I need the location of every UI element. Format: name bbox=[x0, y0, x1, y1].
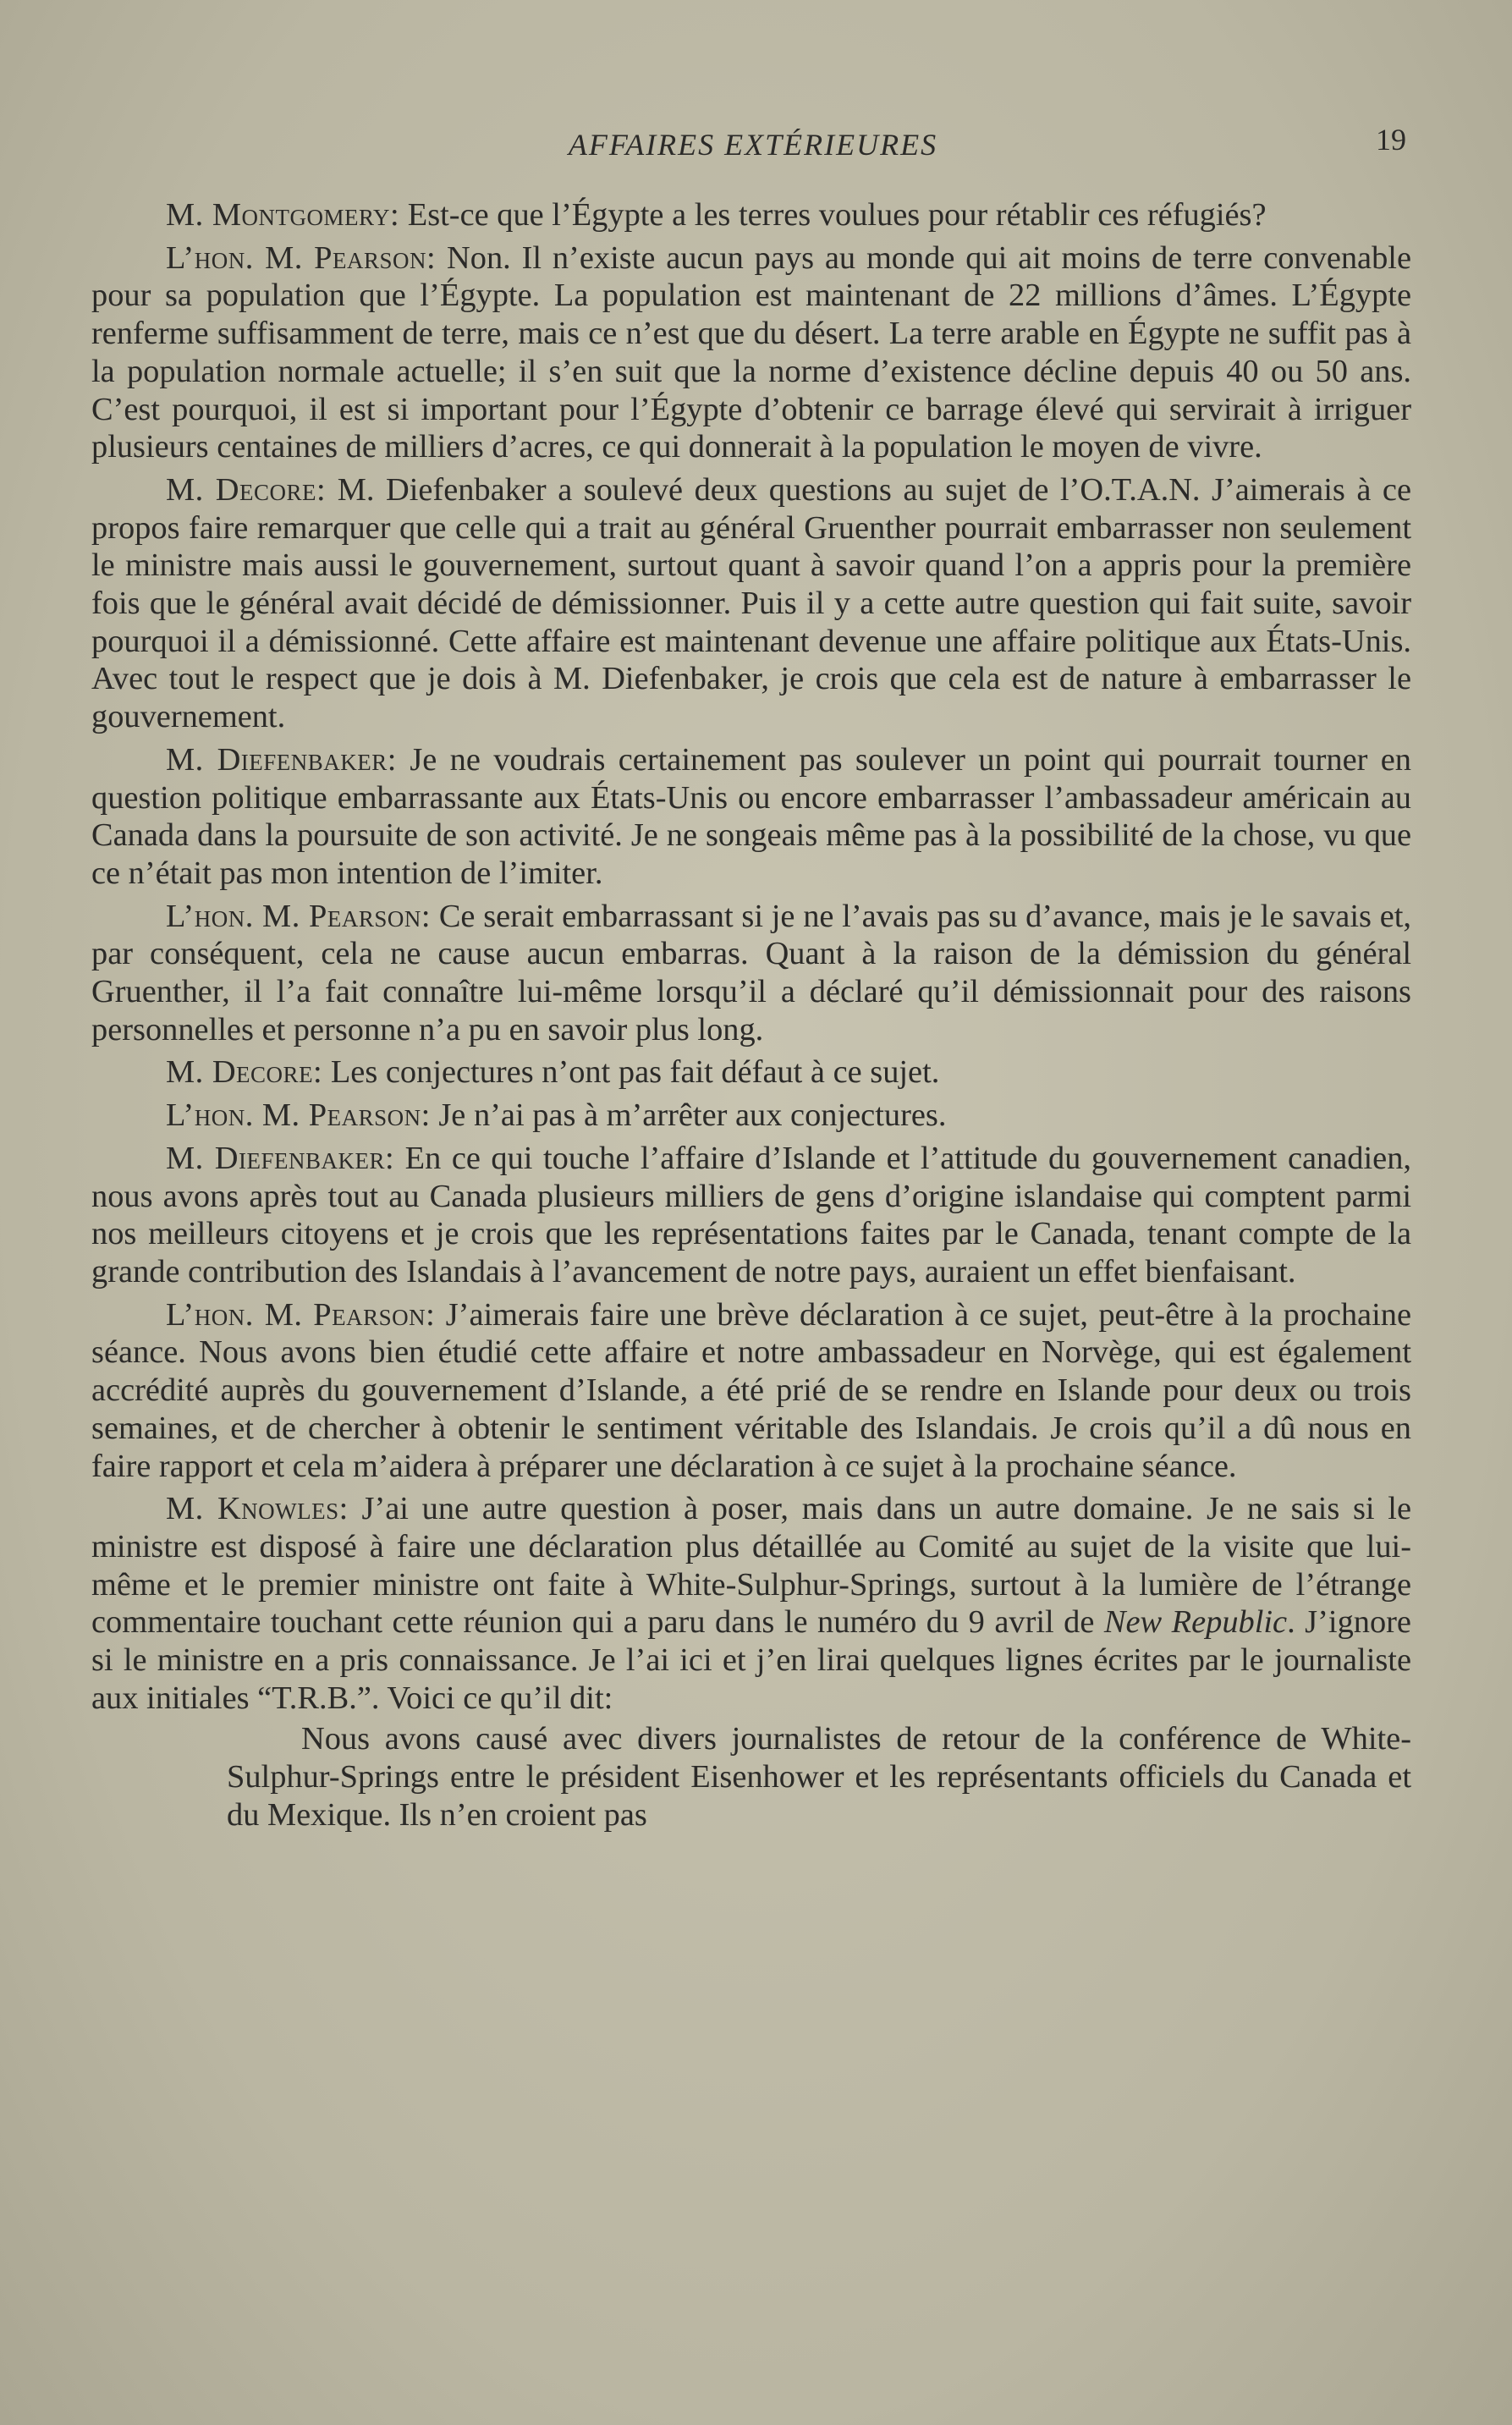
paragraph-pearson bbox=[91, 1296, 1411, 1486]
speaker-name: L’hon. M. Pearson: bbox=[166, 898, 432, 934]
speaker-name: L’hon. M. Pearson: bbox=[166, 1296, 436, 1333]
paragraph-text: J’aimerais faire une brève déclaration à ce sujet, peut-être à la prochaine séance. Nous avons bien étudié cette affaire et notre ambassadeur en Norvège, qui est également accrédité auprès du gouvernement d’Islande, a été prié de se rendre en Islande pour deux ou trois semaines, et de chercher à obtenir le sentiment véritable des Islandais. Je crois qu’il a dû nous en faire rapport et cela m’aidera à préparer une déclaration à ce sujet à la prochaine séance. bbox=[91, 1296, 1411, 1484]
running-title: AFFAIRES EXTÉRIEURES bbox=[568, 128, 938, 162]
body-text bbox=[91, 196, 1411, 1834]
paragraph-text: Ce serait embarrassant si je ne l’avais pas su d’avance, mais je le savais et, par conséquent, cela ne cause aucun embarras. Quant à la raison de la démission du général Gruenther, il l’a fait connaître lui-même lorsqu’il a déclaré qu’il démissionnait pour des raisons personnelles et personne n’a pu en savoir plus long. bbox=[91, 898, 1411, 1048]
paragraph-text: En ce qui touche l’affaire d’Islande et l’attitude du gouvernement canadien, nous avons après tout au Canada plusieurs milliers de gens d’origine islandaise qui comptent parmi nos meilleurs citoyens et je crois que les représentations faites par le Canada, tenant compte de la grande contribution des Islandais à l’avancement de notre pays, auraient un effet bienfaisant. bbox=[91, 1140, 1411, 1289]
paragraph-pearson bbox=[91, 898, 1411, 1049]
speaker-name: M. Montgomery: bbox=[166, 197, 400, 233]
paragraph-decore bbox=[91, 1053, 1411, 1092]
paragraph-diefenbaker bbox=[91, 1140, 1411, 1291]
speaker-name: L’hon. M. Pearson: bbox=[166, 239, 437, 276]
speaker-name: L’hon. M. Pearson: bbox=[166, 1097, 431, 1134]
paragraph-text: Est-ce que l’Égypte a les terres voulues pour rétablir ces réfugiés? bbox=[399, 197, 1267, 233]
paragraph-text: Je ne voudrais certainement pas soulever un point qui pourrait tourner en question politique embarrassante aux États-Unis ou encore embarrasser l’ambassadeur américain au Canada dans la poursuite de son activité. Je ne songeais même pas à la possibilité de la chose, vu que ce n’était pas mon intention de l’imiter. bbox=[91, 741, 1411, 891]
paragraph-decore bbox=[91, 471, 1411, 736]
paragraph-text: M. Diefenbaker a soulevé deux questions au sujet de l’O.T.A.N. J’aimerais à ce propos faire remarquer que celle qui a trait au général Gruenther pourrait embarrasser non seulement le ministre mais aussi le gouvernement, surtout quant à savoir quand l’on a appris pour la première fois que le général avait décidé de démissionner. Puis il y a cette autre question qui fait suite, savoir pourquoi il a démissionné. Cette affaire est maintenant devenue une affaire politique aux États-Unis. Avec tout le respect que je dois à M. Diefenbaker, je crois que cela est de nature à embarrasser le gouvernement. bbox=[91, 471, 1411, 735]
paragraph-text: Je n’ai pas à m’arrêter aux conjectures. bbox=[430, 1097, 947, 1134]
speaker-name: M. Diefenbaker: bbox=[166, 741, 397, 778]
speaker-name: M. Knowles: bbox=[166, 1491, 349, 1527]
speaker-name: M. Decore: bbox=[166, 471, 327, 508]
page-header bbox=[85, 120, 1421, 171]
block-quotation: Nous avons causé avec divers journalistes de retour de la conférence de White-Sulphur-Springs entre le président Eisenhower et les représentants officiels du Canada et du Mexique. Ils n’en croient pas bbox=[227, 1721, 1411, 1833]
paragraph-text: Les conjectures n’ont pas fait défaut à ce sujet. bbox=[322, 1054, 940, 1091]
paragraph-text: J’ai une autre question à poser, mais dans un autre domaine. Je ne sais si le ministre est disposé à faire une déclaration plus détaillée au Comité au sujet de la visite que lui-même et le premier ministre ont faite à White-Sulphur-Springs, surtout à la lumière de l’étrange commentaire touchant cette réunion qui a paru dans le numéro du 9 avril de bbox=[91, 1491, 1411, 1641]
page-number: 19 bbox=[1376, 123, 1406, 157]
paragraph-diefenbaker bbox=[91, 741, 1411, 893]
speaker-name: M. Diefenbaker: bbox=[166, 1140, 395, 1176]
paragraph-text: . J’ignore si le ministre en a pris connaissance. Je l’ai ici et j’en lirai quelques lignes écrites par le journaliste aux initiales “T.R.B.”. Voici ce qu’il dit: bbox=[91, 1604, 1411, 1716]
paragraph-text: Non. Il n’existe aucun pays au monde qui ait moins de terre convenable pour sa population que l’Égypte. La population est maintenant de 22 millions d’âmes. L’Égypte renferme suffisamment de terre, mais ce n’est que du désert. La terre arable en Égypte ne suffit pas à la population normale actuelle; il s’en suit que la norme d’existence décline depuis 40 ou 50 ans. C’est pourquoi, il est si important pour l’Égypte d’obtenir ce barrage élevé qui servirait à irriguer plusieurs centaines de milliers d’acres, ce qui donnerait à la population le moyen de vivre. bbox=[91, 239, 1411, 465]
speaker-name: M. Decore: bbox=[166, 1054, 323, 1091]
publication-title: New Republic bbox=[1103, 1604, 1288, 1641]
paragraph-knowles bbox=[91, 1490, 1411, 1717]
paragraph-pearson bbox=[91, 1097, 1411, 1135]
paragraph-montgomery bbox=[91, 196, 1411, 234]
paragraph-pearson bbox=[91, 239, 1411, 466]
